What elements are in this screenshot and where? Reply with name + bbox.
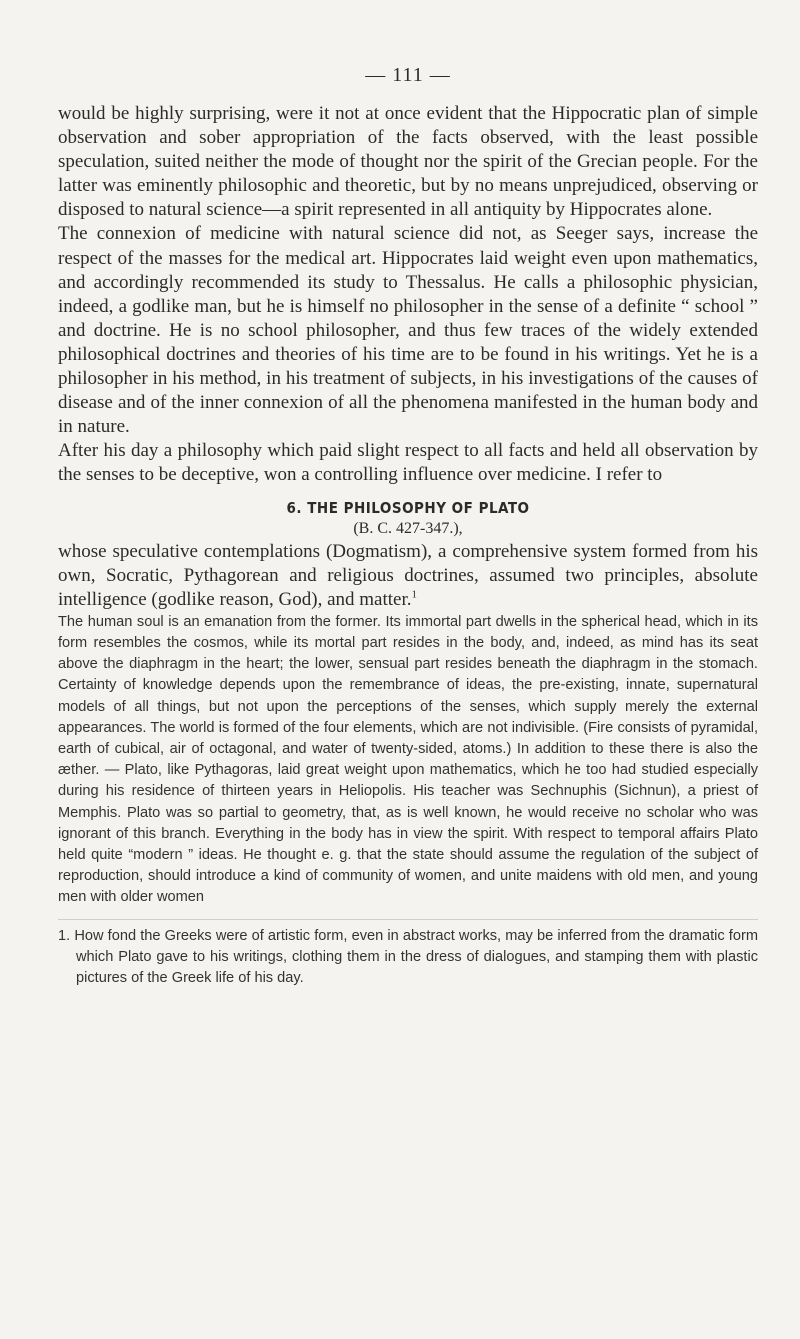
continuation-text: whose speculative contemplations (Dogmatism), a comprehensive system formed from his own, Socratic, Pythagorean and religious doctrines, assumed two principles, absolute intelligence (godlike reason, God), and matter.	[58, 540, 758, 610]
footnote-text: How fond the Greeks were of artistic form, even in abstract works, may be inferred from the dramatic form which Plato gave to his writings, clothing them in the dress of dialogues, and stamping them with plastic pictures of the Greek life of his day.	[74, 927, 758, 987]
paragraph-hippocratic-plan: would be highly surprising, were it not at once evident that the Hippocratic plan of simple observation and sober appropriation of the facts observed, with the least possible speculation, suited neither the mode of thought nor the spirit of the Grecian people. For the latter was eminently philosophic and theoretic, but by no means unprejudiced, observing or disposed to natural science—a spirit represented in all antiquity by Hippocrates alone.	[58, 103, 758, 221]
section-heading: 6. THE PHILOSOPHY OF PLATO	[286, 498, 530, 517]
section-dates: (B. C. 427-347.),	[353, 519, 463, 537]
paragraph-medicine-natural-science: The connexion of medicine with natural science did not, as Seeger says, increase the respect of the masses for the medical art. Hippocrates laid weight even upon mathematics, and accordingly recommended its study to Thessalus. He calls a philosophic physician, indeed, a godlike man, but he is himself no philosopher in the sense of a definite “ school ” and doctrine. He is no school philosopher, and thus few traces of the widely extended philosophical doctrines and theories of his time are to be found in his writings. Yet he is a philosopher in his method, in his treatment of subjects, in his investigations of the causes of disease and of the inner connexion of all the phenomena manifested in the human body and in nature.	[58, 223, 758, 438]
paragraph-after-his-day: After his day a philosophy which paid slight respect to all facts and held all observation by the senses to be deceptive, won a controlling influence over medicine. I refer to	[58, 440, 758, 486]
page-number: — 111 —	[365, 64, 451, 86]
footnote	[58, 926, 758, 990]
footnote-marker: 1.	[58, 927, 71, 944]
footnote-divider	[58, 919, 758, 920]
footnote-reference: 1	[411, 588, 417, 601]
paragraph-speculative-contemplations	[58, 540, 758, 612]
paragraph-human-soul: The human soul is an emanation from the former. Its immortal part dwells in the spherical head, which in its form resembles the cosmos, while its mortal part resides in the body, and, indeed, as mind has its seat above the diaphragm in the heart; the lower, sensual part resides beneath the diaphragm in the stomach. Certainty of knowledge depends upon the remembrance of ideas, the pre-existing, innate, supernatural models of all things, but not upon the perceptions of the senses, which supply merely the external appearances. The world is formed of the four elements, which are not indivisible. (Fire consists of pyramidal, earth of cubical, air of octagonal, and water of twenty-sided, atoms.) In addition to these there is also the æther. — Plato, like Pythagoras, laid great weight upon mathematics, which he too had studied especially during his residence of thirteen years in Heliopolis. His teacher was Sechnuphis (Sichnun), a priest of Memphis. Plato was so partial to geometry, that, as is well known, he would receive no scholar who was ignorant of this branch. Everything in the body has in view the spirit. With respect to temporal affairs Plato held quite “modern ” ideas. He thought e. g. that the state should assume the regulation of the subject of reproduction, should introduce a kind of community of women, and unite maidens with old men, and young men with older women	[58, 613, 758, 906]
